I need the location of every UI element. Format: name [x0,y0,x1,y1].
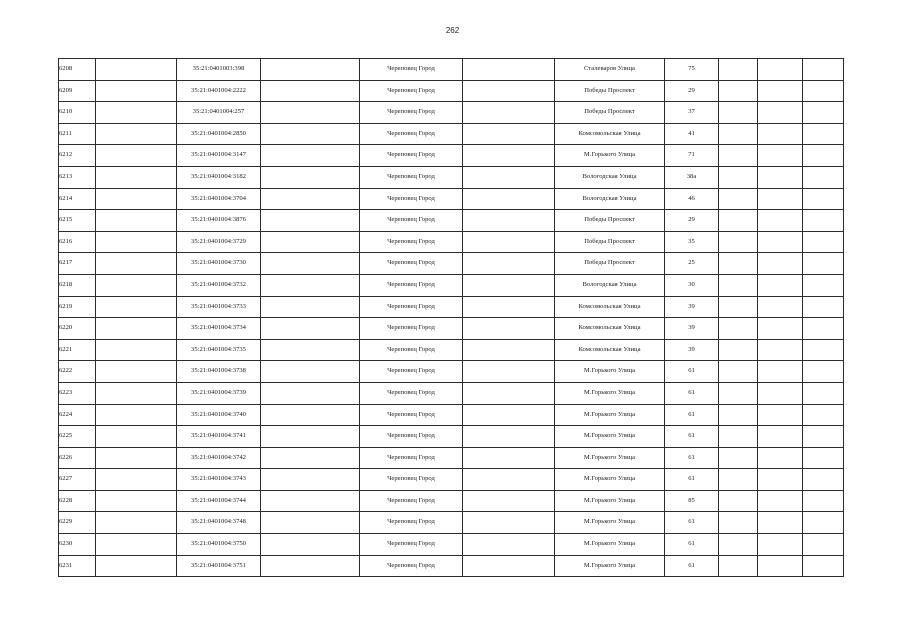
city-cell: Череповец Город [360,426,463,448]
house-number-cell: 61 [665,447,719,469]
city-cell: Череповец Город [360,145,463,167]
city-cell: Череповец Город [360,512,463,534]
empty-cell [261,447,360,469]
empty-cell [96,80,177,102]
empty-cell [758,274,803,296]
table-row [59,534,844,556]
empty-cell [803,253,844,275]
empty-cell [719,318,758,340]
empty-cell [719,426,758,448]
street-cell: Вологодская Улица [555,274,665,296]
cadastral-number-cell: 35:21:0401004:3182 [177,166,261,188]
table-row [59,59,844,81]
empty-cell [803,447,844,469]
house-number-cell: 61 [665,555,719,577]
empty-cell [463,296,555,318]
row-number-cell: 6211 [59,123,96,145]
cadastral-number-cell: 35:21:0401004:3730 [177,253,261,275]
empty-cell [463,382,555,404]
cadastral-number-cell: 35:21:0401004:3704 [177,188,261,210]
empty-cell [719,188,758,210]
empty-cell [758,123,803,145]
row-number-cell: 6210 [59,102,96,124]
row-number-cell: 6221 [59,339,96,361]
empty-cell [96,361,177,383]
table-row [59,210,844,232]
row-number-cell: 6214 [59,188,96,210]
empty-cell [261,426,360,448]
empty-cell [96,145,177,167]
empty-cell [96,102,177,124]
house-number-cell: 46 [665,188,719,210]
empty-cell [261,166,360,188]
empty-cell [261,490,360,512]
empty-cell [803,145,844,167]
street-cell: М.Горького Улица [555,382,665,404]
empty-cell [758,339,803,361]
empty-cell [758,188,803,210]
empty-cell [261,512,360,534]
cadastral-number-cell: 35:21:0401004:3744 [177,490,261,512]
house-number-cell: 38а [665,166,719,188]
empty-cell [96,188,177,210]
table-row [59,274,844,296]
house-number-cell: 61 [665,361,719,383]
city-cell: Череповец Город [360,534,463,556]
table-row [59,382,844,404]
empty-cell [758,210,803,232]
empty-cell [96,447,177,469]
empty-cell [758,555,803,577]
empty-cell [719,80,758,102]
empty-cell [803,534,844,556]
city-cell: Череповец Город [360,102,463,124]
cadastral-number-cell: 35:21:0401003:398 [177,59,261,81]
empty-cell [463,210,555,232]
street-cell: Комсомольская Улица [555,123,665,145]
row-number-cell: 6224 [59,404,96,426]
registry-body [59,59,844,577]
empty-cell [96,534,177,556]
street-cell: Победы Проспект [555,210,665,232]
city-cell: Череповец Город [360,361,463,383]
street-cell: М.Горького Улица [555,145,665,167]
empty-cell [463,59,555,81]
row-number-cell: 6216 [59,231,96,253]
cadastral-number-cell: 35:21:0401004:3750 [177,534,261,556]
empty-cell [463,166,555,188]
cadastral-number-cell: 35:21:0401004:3147 [177,145,261,167]
empty-cell [261,253,360,275]
empty-cell [719,145,758,167]
empty-cell [758,59,803,81]
row-number-cell: 6223 [59,382,96,404]
row-number-cell: 6226 [59,447,96,469]
cadastral-number-cell: 35:21:0401004:3739 [177,382,261,404]
house-number-cell: 29 [665,210,719,232]
street-cell: М.Горького Улица [555,426,665,448]
row-number-cell: 6231 [59,555,96,577]
cadastral-number-cell: 35:21:0401004:3751 [177,555,261,577]
table-row [59,490,844,512]
cadastral-number-cell: 35:21:0401004:3735 [177,339,261,361]
cadastral-number-cell: 35:21:0401004:257 [177,102,261,124]
row-number-cell: 6219 [59,296,96,318]
house-number-cell: 37 [665,102,719,124]
street-cell: Победы Проспект [555,231,665,253]
empty-cell [719,361,758,383]
cadastral-number-cell: 35:21:0401004:2222 [177,80,261,102]
city-cell: Череповец Город [360,253,463,275]
empty-cell [803,274,844,296]
table-row [59,318,844,340]
empty-cell [463,339,555,361]
empty-cell [96,555,177,577]
empty-cell [463,231,555,253]
empty-cell [719,123,758,145]
empty-cell [758,296,803,318]
empty-cell [96,512,177,534]
house-number-cell: 35 [665,231,719,253]
city-cell: Череповец Город [360,447,463,469]
row-number-cell: 6227 [59,469,96,491]
house-number-cell: 61 [665,534,719,556]
table-row [59,512,844,534]
cadastral-number-cell: 35:21:0401004:3740 [177,404,261,426]
empty-cell [261,296,360,318]
empty-cell [758,534,803,556]
empty-cell [261,145,360,167]
row-number-cell: 6228 [59,490,96,512]
empty-cell [463,361,555,383]
house-number-cell: 41 [665,123,719,145]
table-row [59,231,844,253]
street-cell: Комсомольская Улица [555,339,665,361]
table-row [59,166,844,188]
empty-cell [96,253,177,275]
empty-cell [463,253,555,275]
empty-cell [463,318,555,340]
empty-cell [463,469,555,491]
house-number-cell: 39 [665,318,719,340]
empty-cell [96,382,177,404]
empty-cell [719,382,758,404]
empty-cell [719,210,758,232]
table-row [59,339,844,361]
row-number-cell: 6209 [59,80,96,102]
empty-cell [758,318,803,340]
registry-table [58,58,844,577]
empty-cell [96,404,177,426]
cadastral-number-cell: 35:21:0401004:3741 [177,426,261,448]
empty-cell [803,318,844,340]
empty-cell [463,123,555,145]
table-row [59,447,844,469]
table-row [59,253,844,275]
house-number-cell: 61 [665,469,719,491]
empty-cell [96,296,177,318]
house-number-cell: 61 [665,382,719,404]
street-cell: Победы Проспект [555,253,665,275]
street-cell: М.Горького Улица [555,469,665,491]
empty-cell [463,534,555,556]
empty-cell [261,361,360,383]
cadastral-number-cell: 35:21:0401004:3748 [177,512,261,534]
empty-cell [261,469,360,491]
house-number-cell: 61 [665,404,719,426]
empty-cell [463,102,555,124]
empty-cell [261,534,360,556]
row-number-cell: 6230 [59,534,96,556]
city-cell: Череповец Город [360,210,463,232]
table-row [59,361,844,383]
empty-cell [758,253,803,275]
empty-cell [96,490,177,512]
empty-cell [719,534,758,556]
street-cell: М.Горького Улица [555,490,665,512]
cadastral-number-cell: 35:21:0401004:3733 [177,296,261,318]
empty-cell [758,145,803,167]
house-number-cell: 85 [665,490,719,512]
empty-cell [261,80,360,102]
table-row [59,188,844,210]
street-cell: Сталеваров Улица [555,59,665,81]
empty-cell [719,296,758,318]
empty-cell [463,274,555,296]
empty-cell [758,231,803,253]
city-cell: Череповец Город [360,231,463,253]
empty-cell [261,404,360,426]
street-cell: М.Горького Улица [555,534,665,556]
city-cell: Череповец Город [360,490,463,512]
empty-cell [719,339,758,361]
empty-cell [719,253,758,275]
empty-cell [719,469,758,491]
empty-cell [803,296,844,318]
empty-cell [261,382,360,404]
cadastral-number-cell: 35:21:0401004:3732 [177,274,261,296]
empty-cell [463,80,555,102]
empty-cell [261,123,360,145]
house-number-cell: 25 [665,253,719,275]
empty-cell [463,404,555,426]
house-number-cell: 30 [665,274,719,296]
empty-cell [758,404,803,426]
empty-cell [96,59,177,81]
empty-cell [758,469,803,491]
table-row [59,404,844,426]
empty-cell [261,210,360,232]
empty-cell [96,469,177,491]
cadastral-number-cell: 35:21:0401004:3734 [177,318,261,340]
empty-cell [463,145,555,167]
empty-cell [758,102,803,124]
cadastral-number-cell: 35:21:0401004:3742 [177,447,261,469]
street-cell: М.Горького Улица [555,555,665,577]
cadastral-number-cell: 35:21:0401004:3729 [177,231,261,253]
house-number-cell: 39 [665,296,719,318]
empty-cell [803,59,844,81]
empty-cell [463,512,555,534]
cadastral-number-cell: 35:21:0401004:3743 [177,469,261,491]
empty-cell [719,447,758,469]
street-cell: Вологодская Улица [555,166,665,188]
street-cell: Победы Проспект [555,102,665,124]
city-cell: Череповец Город [360,469,463,491]
empty-cell [758,426,803,448]
empty-cell [96,274,177,296]
empty-cell [803,231,844,253]
empty-cell [463,555,555,577]
empty-cell [463,426,555,448]
street-cell: Комсомольская Улица [555,296,665,318]
empty-cell [803,469,844,491]
street-cell: М.Горького Улица [555,404,665,426]
row-number-cell: 6208 [59,59,96,81]
empty-cell [803,188,844,210]
city-cell: Череповец Город [360,339,463,361]
street-cell: Победы Проспект [555,80,665,102]
empty-cell [803,382,844,404]
row-number-cell: 6217 [59,253,96,275]
empty-cell [719,274,758,296]
empty-cell [758,80,803,102]
city-cell: Череповец Город [360,296,463,318]
empty-cell [758,166,803,188]
house-number-cell: 39 [665,339,719,361]
empty-cell [803,490,844,512]
table-row [59,469,844,491]
table-row [59,145,844,167]
empty-cell [463,490,555,512]
house-number-cell: 61 [665,426,719,448]
table-row [59,555,844,577]
empty-cell [803,404,844,426]
city-cell: Череповец Город [360,274,463,296]
empty-cell [758,512,803,534]
empty-cell [803,166,844,188]
street-cell: М.Горького Улица [555,447,665,469]
house-number-cell: 75 [665,59,719,81]
empty-cell [463,447,555,469]
street-cell: М.Горького Улица [555,512,665,534]
empty-cell [96,166,177,188]
table-row [59,102,844,124]
empty-cell [719,512,758,534]
city-cell: Череповец Город [360,188,463,210]
house-number-cell: 61 [665,512,719,534]
empty-cell [96,123,177,145]
empty-cell [719,555,758,577]
empty-cell [803,210,844,232]
city-cell: Череповец Город [360,404,463,426]
empty-cell [261,318,360,340]
row-number-cell: 6215 [59,210,96,232]
empty-cell [261,102,360,124]
empty-cell [719,404,758,426]
house-number-cell: 29 [665,80,719,102]
row-number-cell: 6222 [59,361,96,383]
empty-cell [719,102,758,124]
row-number-cell: 6220 [59,318,96,340]
city-cell: Череповец Город [360,318,463,340]
empty-cell [463,188,555,210]
empty-cell [803,102,844,124]
empty-cell [96,339,177,361]
city-cell: Череповец Город [360,59,463,81]
row-number-cell: 6213 [59,166,96,188]
cadastral-number-cell: 35:21:0401004:2850 [177,123,261,145]
city-cell: Череповец Город [360,123,463,145]
row-number-cell: 6212 [59,145,96,167]
empty-cell [758,447,803,469]
empty-cell [803,123,844,145]
empty-cell [803,339,844,361]
empty-cell [803,512,844,534]
empty-cell [758,490,803,512]
empty-cell [261,59,360,81]
cadastral-number-cell: 35:21:0401004:3876 [177,210,261,232]
city-cell: Череповец Город [360,382,463,404]
table-row [59,426,844,448]
empty-cell [803,80,844,102]
empty-cell [719,166,758,188]
table-row [59,296,844,318]
empty-cell [803,555,844,577]
street-cell: Комсомольская Улица [555,318,665,340]
empty-cell [803,361,844,383]
street-cell: М.Горького Улица [555,361,665,383]
empty-cell [803,426,844,448]
table-row [59,123,844,145]
empty-cell [261,274,360,296]
city-cell: Череповец Город [360,166,463,188]
empty-cell [719,231,758,253]
empty-cell [719,490,758,512]
empty-cell [261,555,360,577]
city-cell: Череповец Город [360,555,463,577]
empty-cell [96,318,177,340]
cadastral-number-cell: 35:21:0401004:3738 [177,361,261,383]
table-row [59,80,844,102]
street-cell: Вологодская Улица [555,188,665,210]
row-number-cell: 6229 [59,512,96,534]
row-number-cell: 6218 [59,274,96,296]
empty-cell [758,382,803,404]
empty-cell [261,231,360,253]
empty-cell [96,210,177,232]
empty-cell [758,361,803,383]
city-cell: Череповец Город [360,80,463,102]
empty-cell [96,231,177,253]
empty-cell [261,339,360,361]
page-number: 262 [445,26,460,35]
empty-cell [96,426,177,448]
empty-cell [719,59,758,81]
house-number-cell: 71 [665,145,719,167]
empty-cell [261,188,360,210]
row-number-cell: 6225 [59,426,96,448]
